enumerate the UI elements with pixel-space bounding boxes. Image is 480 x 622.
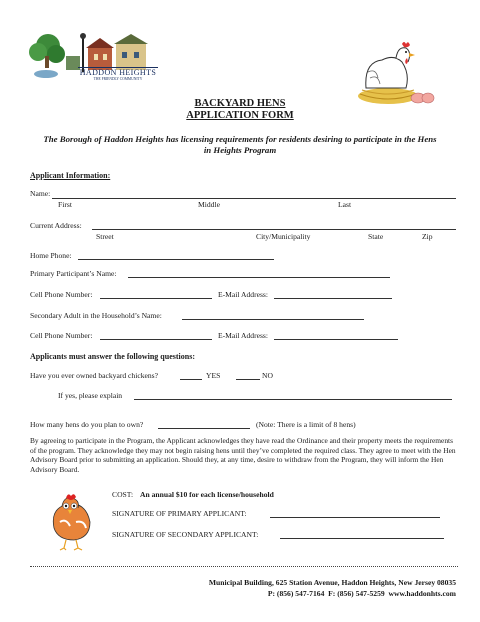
- hen-nest-illustration: [352, 40, 436, 110]
- email-2-field[interactable]: [274, 339, 398, 340]
- footer-address: Municipal Building, 625 Station Avenue, Haddon Heights, New Jersey 08035: [208, 578, 456, 587]
- primary-signature-field[interactable]: [270, 517, 440, 518]
- cell-phone-2-label: Cell Phone Number:: [30, 331, 93, 340]
- secondary-adult-label: Secondary Adult in the Household’s Name:: [30, 311, 162, 320]
- footer-divider: [30, 566, 458, 567]
- address-sub-zip: Zip: [422, 232, 433, 241]
- question-owned-chickens: Have you ever owned backyard chickens?: [30, 371, 158, 380]
- email-2-label: E-Mail Address:: [218, 331, 268, 340]
- explain-field[interactable]: [134, 399, 452, 400]
- name-sub-first: First: [58, 200, 72, 209]
- cost-value: An annual $10 for each license/household: [140, 490, 274, 499]
- address-sub-street: Street: [96, 232, 114, 241]
- logo-name: HADDON HEIGHTS: [79, 68, 157, 77]
- name-sub-middle: Middle: [198, 200, 220, 209]
- name-label: Name:: [30, 189, 51, 198]
- address-field[interactable]: [92, 229, 456, 230]
- primary-signature-label: SIGNATURE OF PRIMARY APPLICANT:: [112, 509, 247, 518]
- agreement-text: By agreeing to participate in the Program, the Applicant acknowledges they have read the Ordinance and their property meets the requirements of the program. They acknowledge they may not begin raising hens until they’ve completed the required class. They agree to meet with the Hen Advisory Board prior to submitting an application. Should they, at any time, desire to withdraw from the Program, they will inform the Hen Advisory Board.: [30, 436, 456, 474]
- cell-phone-field[interactable]: [100, 298, 212, 299]
- email-label: E-Mail Address:: [218, 290, 268, 299]
- address-label: Current Address:: [30, 221, 82, 230]
- home-phone-field[interactable]: [78, 259, 274, 260]
- cell-phone-label: Cell Phone Number:: [30, 290, 93, 299]
- secondary-adult-field[interactable]: [182, 319, 364, 320]
- hen-limit-note: (Note: There is a limit of 8 hens): [256, 420, 356, 429]
- primary-participant-label: Primary Participant’s Name:: [30, 269, 117, 278]
- yes-label: YES: [206, 371, 221, 380]
- question-how-many-hens: How many hens do you plan to own?: [30, 420, 144, 429]
- no-answer-field[interactable]: [236, 379, 260, 380]
- primary-participant-field[interactable]: [128, 277, 390, 278]
- yes-answer-field[interactable]: [180, 379, 202, 380]
- no-label: NO: [262, 371, 273, 380]
- chicken-illustration: [46, 492, 98, 552]
- cell-phone-2-field[interactable]: [100, 339, 212, 340]
- address-sub-state: State: [368, 232, 384, 241]
- home-phone-label: Home Phone:: [30, 251, 72, 260]
- questions-heading: Applicants must answer the following questions:: [30, 352, 195, 361]
- cost-label: COST:: [112, 490, 134, 499]
- form-title-line1: BACKYARD HENS: [194, 98, 286, 109]
- secondary-signature-label: SIGNATURE OF SECONDARY APPLICANT:: [112, 530, 259, 539]
- logo-tagline: THE FRIENDLY COMMUNITY: [93, 77, 143, 81]
- address-sub-city: City/Municipality: [256, 232, 311, 241]
- form-title-line2: APPLICATION FORM: [186, 110, 294, 121]
- name-field[interactable]: [52, 198, 456, 199]
- intro-text: The Borough of Haddon Heights has licensing requirements for residents desiring to participate in the Hens in Heights Program: [43, 134, 437, 155]
- explain-label: If yes, please explain: [58, 391, 123, 400]
- secondary-signature-field[interactable]: [280, 538, 444, 539]
- email-field[interactable]: [274, 298, 392, 299]
- name-sub-last: Last: [338, 200, 352, 209]
- applicant-heading: Applicant Information:: [30, 171, 111, 180]
- how-many-hens-field[interactable]: [158, 428, 250, 429]
- footer-contact: P: (856) 547-7164 F: (856) 547-5259 www.haddonhts.com: [267, 589, 456, 598]
